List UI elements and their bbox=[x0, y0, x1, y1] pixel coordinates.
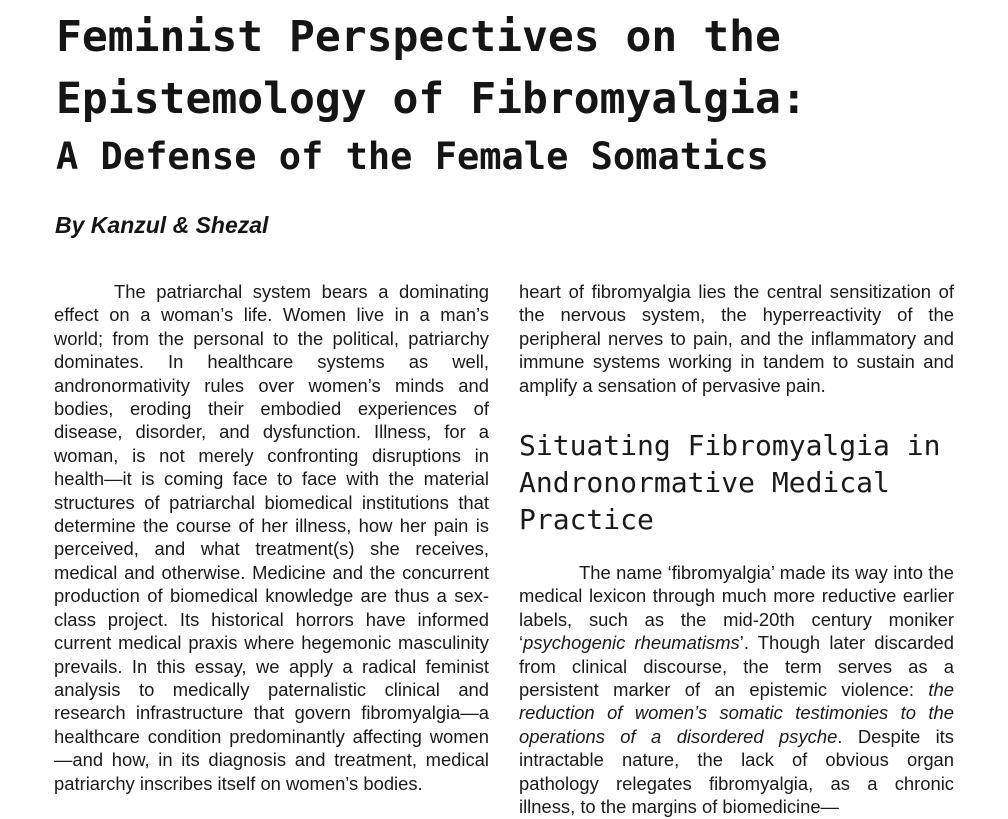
italic-phrase: the reduction of women’s somatic testimonies to the operations of a disordered psyche bbox=[519, 679, 954, 747]
paragraph-text: . Despite its intractable nature, the lack of obvious organ pathology relegates fibromyalgia, as a chronic illness, to the margins of biomedicine— bbox=[519, 725, 954, 818]
left-column bbox=[54, 280, 489, 795]
section-heading: Situating Fibromyalgia in Andronormative Medical Practice bbox=[519, 429, 941, 537]
byline: By Kanzul & Shezal bbox=[55, 212, 269, 238]
title-line-1: Feminist Perspectives on the bbox=[56, 12, 781, 62]
continuation-paragraph: heart of fibromyalgia lies the central sensitization of the nervous system, the hyperreactivity of the peripheral nerves to pain, and the inflammatory and immune systems working in tandem to sustain and amplify a sensation of pervasive pain. bbox=[519, 281, 954, 396]
paragraph-text: ’. Though later discarded from clinical discourse, the term serves as a persistent marker of an epistemic violence: bbox=[519, 632, 954, 701]
right-column bbox=[519, 280, 954, 819]
article-subtitle: A Defense of the Female Somatics bbox=[56, 135, 769, 178]
italic-term: psychogenic rheumatisms bbox=[523, 632, 740, 654]
intro-paragraph: The patriarchal system bears a dominating effect on a woman’s life. Women live in a man’s world; from the personal to the political, patriarchy dominates. In healthcare systems as well, andronormativity rules over women’s minds and bodies, eroding their embodied experiences of disease, disorder, and dysfunction. Illness, for a woman, is not merely confronting disruptions in health—it is coming face to face with the material structures of patriarchal biomedical institutions that determine the course of her illness, how her pain is perceived, and what treatment(s) she receives, medical and otherwise. Medicine and the concurrent production of biomedical knowledge are thus a sex-class project. Its historical horrors have informed current medical praxis where hegemonic masculinity prevails. In this essay, we apply a radical feminist analysis to medically paternalistic clinical and research infrastructure that govern fibromyalgia—a healthcare condition predominantly affecting women—and how, in its diagnosis and treatment, medical patriarchy inscribes itself on women’s bodies. bbox=[54, 281, 489, 794]
section-paragraph bbox=[519, 561, 954, 818]
title-line-2: Epistemology of Fibromyalgia: bbox=[56, 74, 807, 124]
paragraph-text: The name ‘fibromyalgia’ made its way into the medical lexicon through much more reductive earlier labels, such as the mid-20th century moniker ‘ bbox=[519, 562, 954, 654]
article-title bbox=[56, 6, 956, 130]
